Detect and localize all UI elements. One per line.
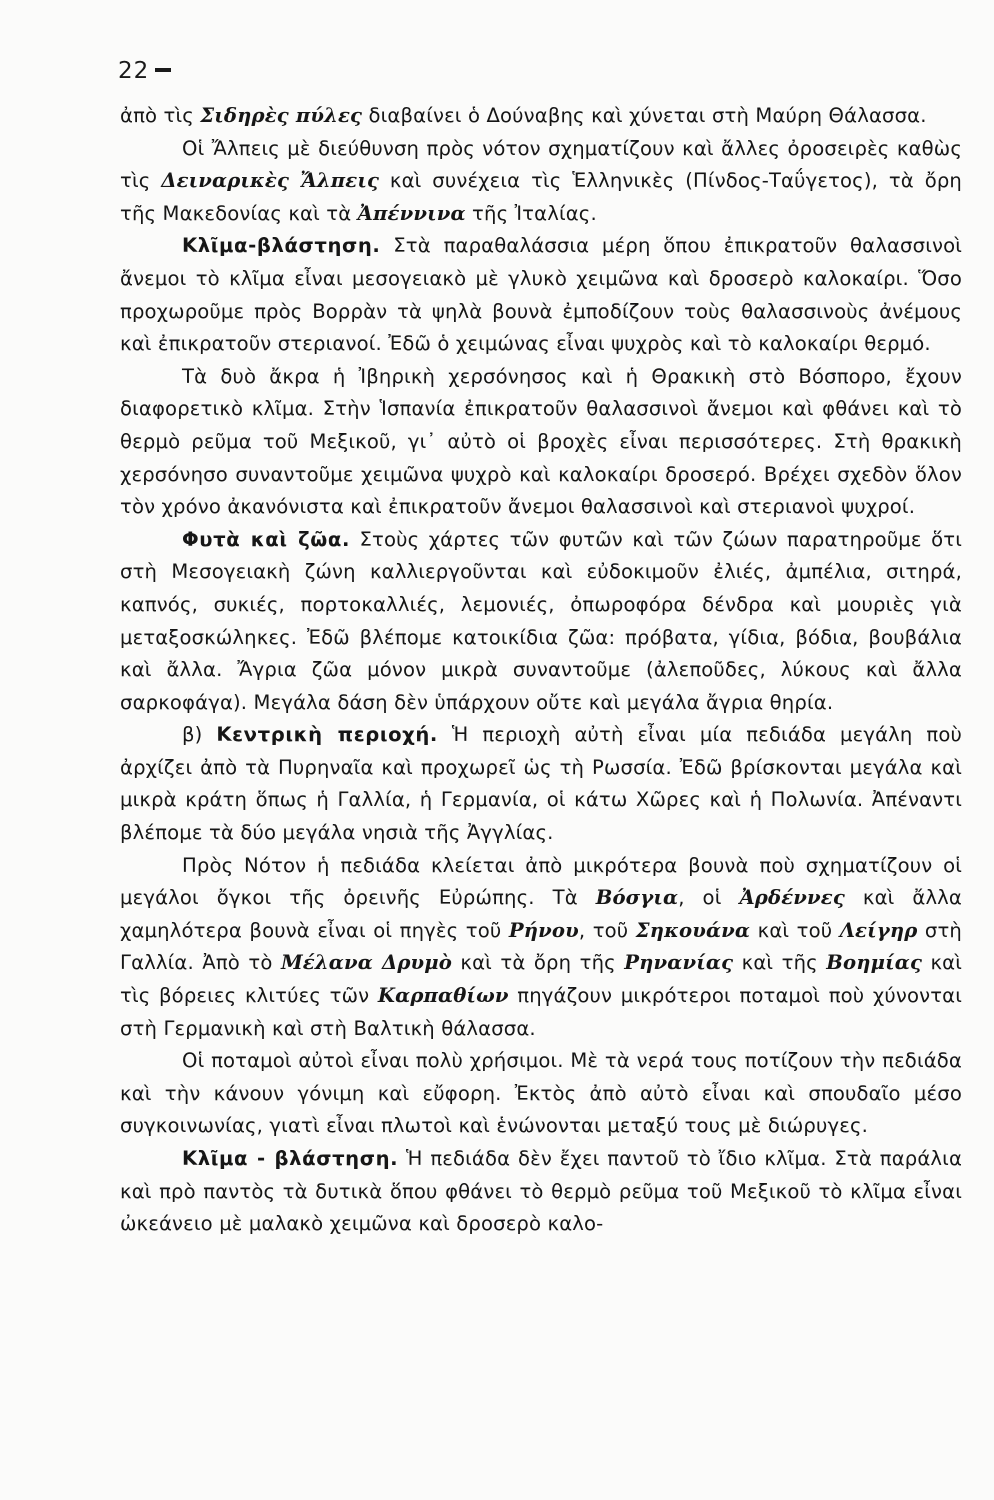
text-run: Στοὺς χάρτες τῶν φυτῶν καὶ τῶν ζώων παρατηροῦμε ὅτι στὴ Μεσογειακὴ ζώνη καλλιεργοῦνται καὶ εὐδοκιμοῦν ἐλιές, ἀμπέλια, σιτηρά, καπνός, συκιές, πορτοκαλλιές, λεμονιές, ὀπωροφόρα δένδρα καὶ μουριὲς γιὰ μεταξοσκώληκες. Ἐδῶ βλέπομε κατοικίδια ζῶα: πρόβατα, γίδια, βόδια, βουβάλια καὶ ἄλλα. Ἄγρια ζῶα μόνον μικρὰ συναντοῦμε (ἀλεποῦδες, λύκους καὶ ἄλλα σαρκοφάγα). Μεγάλα δάση δὲν ὑπάρχουν οὔτε καὶ μεγάλα ἄγρια θηρία. xyxy=(120,527,962,714)
paragraph xyxy=(120,100,962,133)
page-number xyxy=(118,58,171,84)
place-name: Λείγηρ xyxy=(839,918,918,942)
place-name: Ρηνανίας xyxy=(624,951,734,975)
text-run: Οἱ Ἄλπεις μὲ διεύθυνση πρὸς νότον σχηματίζουν καὶ ἄλλες ὀροσειρὲς καθὼς τὶς xyxy=(120,136,962,193)
text-run: Ἡ περιοχὴ αὐτὴ εἶναι μία πεδιάδα μεγάλη ποὺ ἀρχίζει ἀπὸ τὰ Πυρηναῖα καὶ προχωρεῖ ὡς τὴ Ρωσσία. Ἐδῶ βρίσκονται μεγάλα καὶ μικρὰ κράτη ὅπως ἡ Γαλλία, ἡ Γερμανία, οἱ κάτω Χῶρες καὶ ἡ Πολωνία. Ἀπέναντι βλέπομε τὰ δύο μεγάλα νησιὰ τῆς Ἀγγλίας. xyxy=(120,723,962,845)
page-number-dash xyxy=(155,68,171,72)
paragraph xyxy=(120,850,962,1046)
section-heading: Κλῖμα - βλάστηση. xyxy=(182,1147,399,1170)
paragraph xyxy=(120,719,962,849)
place-name: Σιδηρὲς πύλες xyxy=(200,104,363,127)
paragraph xyxy=(120,524,962,720)
paragraph xyxy=(120,230,962,360)
place-name: Ἀπέννινα xyxy=(357,201,466,225)
paragraph xyxy=(120,1045,962,1143)
text-run: Πρὸς Νότον ἡ πεδιάδα κλείεται ἀπὸ μικρότερα βουνὰ ποὺ σχηματίζουν οἱ μεγάλοι ὄγκοι τῆς ὀρεινῆς Εὐρώπης. Τὰ xyxy=(120,853,962,910)
place-name: Σηκουάνα xyxy=(635,918,751,942)
place-name: Βοημίας xyxy=(826,951,923,975)
text-run: ἀπὸ τὶς xyxy=(120,104,201,127)
place-name: Ἀρδέννες xyxy=(739,886,845,910)
page-number-text: 22 xyxy=(118,58,150,84)
text-run: καὶ τὰ ὄρη τῆς xyxy=(451,951,625,975)
paragraph xyxy=(120,133,962,231)
section-heading: Φυτὰ καὶ ζῶα. xyxy=(182,527,351,551)
text-run: καὶ τῆς xyxy=(733,951,827,975)
section-heading: Κεντρικὴ περιοχή. xyxy=(216,723,438,747)
text-run: , οἱ xyxy=(678,886,740,910)
place-name: Ρήνου xyxy=(508,918,579,942)
text-run: καὶ ἄλλα χαμηλότερα βουνὰ εἶναι οἱ πηγὲς τοῦ xyxy=(120,886,962,942)
place-name: Βόσγια xyxy=(595,886,679,910)
paragraph xyxy=(120,361,962,524)
text-run: πηγάζουν μικρότεροι ποταμοὶ ποὺ χύνονται στὴ Γερμανικὴ καὶ στὴ Βαλτικὴ θάλασσα. xyxy=(120,984,962,1040)
section-heading: Κλῖμα-βλάστηση. xyxy=(182,234,381,258)
text-run: , τοῦ xyxy=(578,918,636,942)
text-run: στὴ Γαλλία. Ἀπὸ τὸ xyxy=(120,918,962,975)
text-run: διαβαίνει ὁ Δούναβης καὶ χύνεται στὴ Μαύρη Θάλασσα. xyxy=(362,104,927,127)
text-run: Τὰ δυὸ ἄκρα ἡ Ἰβηρικὴ χερσόνησος καὶ ἡ Θρακικὴ στὸ Βόσπορο, ἔχουν διαφορετικὸ κλῖμα. Στὴν Ἱσπανία ἐπικρατοῦν θαλασσινοὶ ἄνεμοι καὶ φθάνει καὶ τὸ θερμὸ ρεῦμα τοῦ Μεξικοῦ, γι᾽ αὐτὸ οἱ βροχὲς εἶναι περισσότερες. Στὴ θρακικὴ χερσόνησο συναντοῦμε χειμῶνα ψυχρὸ καὶ καλοκαίρι δροσερό. Βρέχει σχεδὸν ὅλον τὸν χρόνο ἀκανόνιστα καὶ ἐπικρατοῦν ἄνεμοι θαλασσινοὶ καὶ στεριανοὶ ψυχροί. xyxy=(120,364,962,519)
text-run: Στὰ παραθαλάσσια μέρη ὅπου ἐπικρατοῦν θαλασσινοὶ ἄνεμοι τὸ κλῖμα εἶναι μεσογειακὸ μὲ γλυκὸ χειμῶνα καὶ δροσερὸ καλοκαίρι. Ὅσο προχωροῦμε πρὸς Βορρὰν τὰ ψηλὰ βουνὰ ἐμποδίζουν τοὺς θαλασσινοὺς ἀνέμους καὶ ἐπικρατοῦν στεριανοί. Ἐδῶ ὁ χειμώνας εἶναι ψυχρὸς καὶ τὸ καλοκαίρι θερμό. xyxy=(120,234,962,356)
text-run: Οἱ ποταμοὶ αὐτοὶ εἶναι πολὺ χρήσιμοι. Μὲ τὰ νερά τους ποτίζουν τὴν πεδιάδα καὶ τὴν κάνουν γόνιμη καὶ εὔφορη. Ἐκτὸς ἀπὸ αὐτὸ εἶναι καὶ σπουδαῖο μέσο συγκοινωνίας, γιατὶ εἶναι πλωτοὶ καὶ ἑνώνονται μεταξύ τους μὲ διώρυγες. xyxy=(120,1049,962,1138)
place-name: Μέλανα Δρυμὸ xyxy=(280,951,452,975)
text-run: καὶ συνέχεια τὶς Ἑλληνικὲς (Πίνδος-Ταΰγετος), τὰ ὄρη τῆς Μακεδονίας καὶ τὰ xyxy=(120,169,962,225)
place-name: Καρπαθίων xyxy=(377,984,509,1008)
text-run: καὶ τὶς βόρειες κλιτύες τῶν xyxy=(120,951,963,1008)
text-run: καὶ τοῦ xyxy=(750,918,840,942)
paragraph xyxy=(120,1143,962,1241)
place-name: Δειναρικὲς Ἄλπεις xyxy=(161,169,380,193)
body-text xyxy=(120,100,962,1241)
text-run: Ἡ πεδιάδα δὲν ἔχει παντοῦ τὸ ἴδιο κλῖμα. Στὰ παράλια καὶ πρὸ παντὸς τὰ δυτικὰ ὅπου φθάνει τὸ θερμὸ ρεῦμα τοῦ Μεξικοῦ τὸ κλῖμα εἶναι ὠκεάνειο μὲ μαλακὸ χειμῶνα καὶ δροσερὸ καλο- xyxy=(120,1147,963,1236)
text-run: τῆς Ἰταλίας. xyxy=(465,201,597,225)
text-run: β) xyxy=(182,723,217,747)
